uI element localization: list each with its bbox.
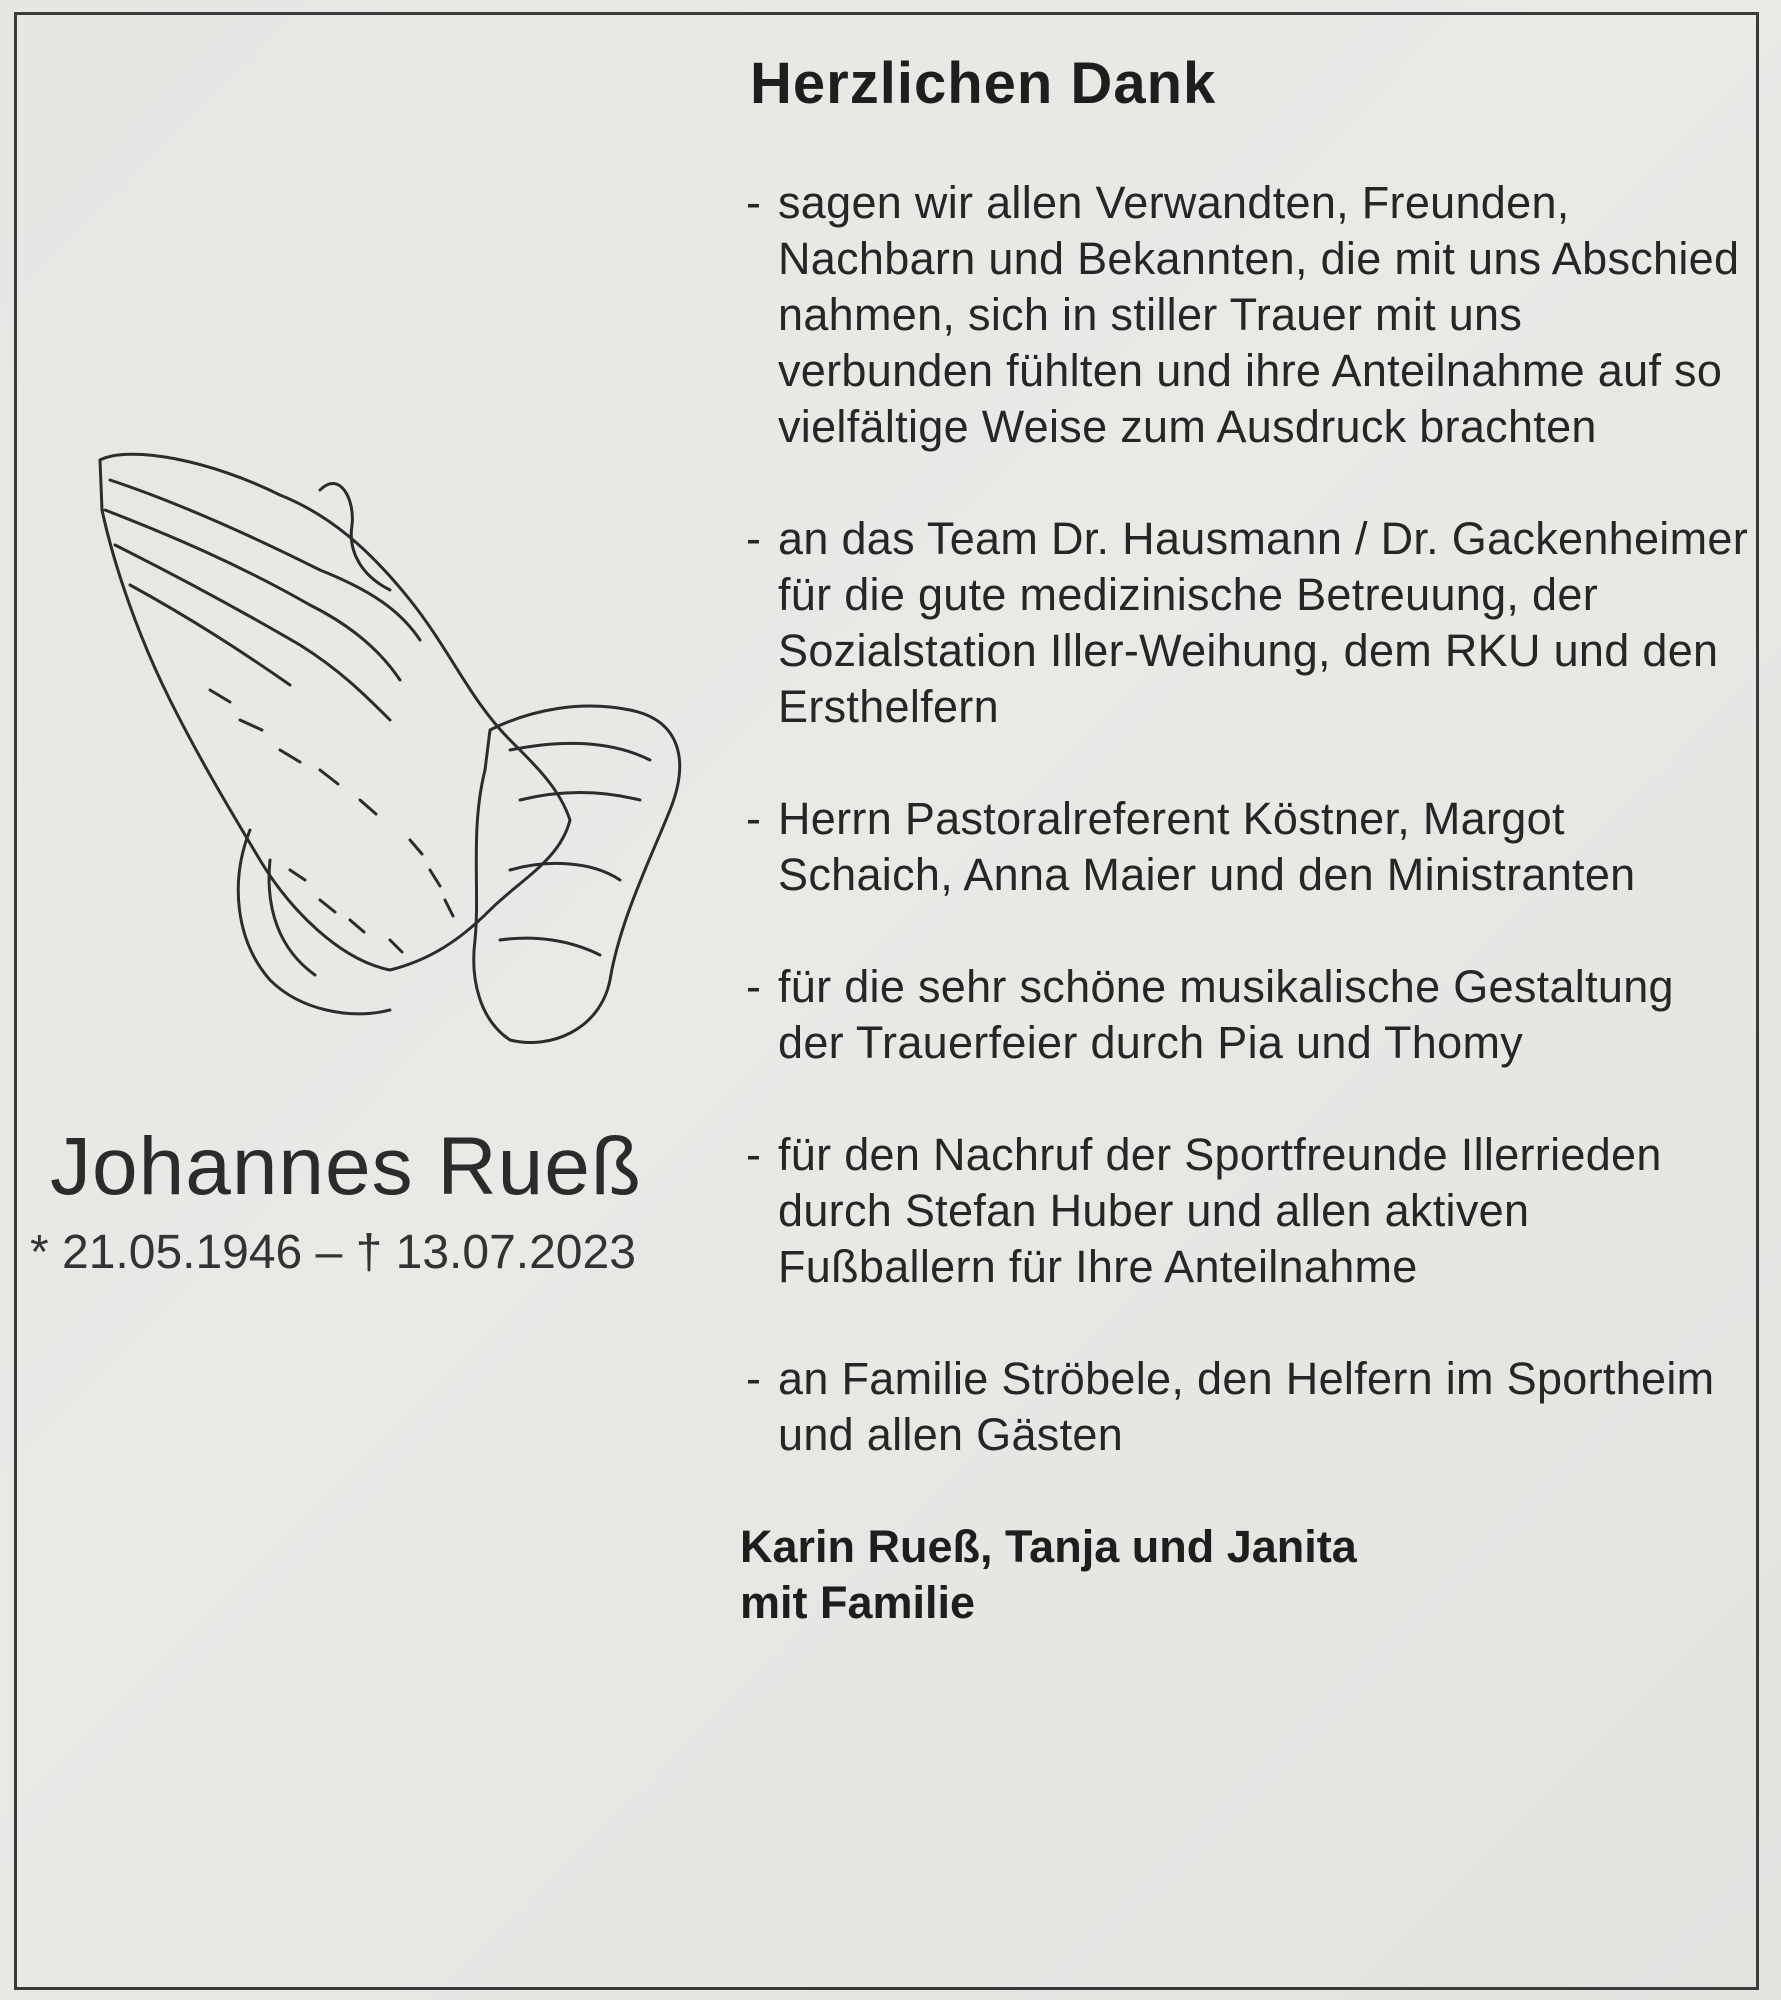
signature-line-2: mit Familie bbox=[740, 1577, 976, 1628]
thanks-item-text: für die sehr schöne musikalische Gestaltung der Trauerfeier durch Pia und Thomy bbox=[778, 961, 1674, 1068]
thanks-list bbox=[740, 175, 1750, 1463]
praying-hands-icon bbox=[90, 440, 710, 1070]
thanks-item: - sagen wir allen Verwandten, Freunden, Nachbarn und Bekannten, die mit uns Abschied nahmen, sich in stiller Trauer mit uns verbunden fühlten und ihre Anteilnahme auf so vielfältige Weise zum Ausdruck brachten bbox=[746, 177, 1740, 452]
life-dates: * 21.05.1946 – † 13.07.2023 bbox=[30, 1226, 636, 1279]
thanks-item: - Herrn Pastoralreferent Köstner, Margot Schaich, Anna Maier und den Ministranten bbox=[746, 793, 1636, 900]
thanks-item: - an das Team Dr. Hausmann / Dr. Gackenheimer für die gute medizinische Betreuung, der Sozialstation Iller-Weihung, dem RKU und den Ersthelfern bbox=[746, 513, 1749, 732]
thanks-item-text: Herrn Pastoralreferent Köstner, Margot Schaich, Anna Maier und den Ministranten bbox=[778, 793, 1636, 900]
page-title: Herzlichen Dank bbox=[750, 51, 1217, 116]
thanks-item: - an Familie Ströbele, den Helfern im Sportheim und allen Gästen bbox=[746, 1353, 1715, 1460]
signature-line-1: Karin Rueß, Tanja und Janita bbox=[740, 1521, 1357, 1572]
thanks-item-text: für den Nachruf der Sportfreunde Illerrieden durch Stefan Huber und allen aktiven Fußballern für Ihre Anteilnahme bbox=[778, 1129, 1662, 1292]
thanks-item-text: an Familie Ströbele, den Helfern im Sportheim und allen Gästen bbox=[778, 1353, 1715, 1460]
signature bbox=[740, 1519, 1750, 1631]
thanks-item-text: sagen wir allen Verwandten, Freunden, Nachbarn und Bekannten, die mit uns Abschied nahmen, sich in stiller Trauer mit uns verbunden fühlten und ihre Anteilnahme auf so vielfältige Weise zum Ausdruck brachten bbox=[778, 177, 1740, 452]
deceased-name: Johannes Rueß bbox=[50, 1121, 642, 1212]
thanks-item-text: an das Team Dr. Hausmann / Dr. Gackenheimer für die gute medizinische Betreuung, der Sozialstation Iller-Weihung, dem RKU und den Ersthelfern bbox=[778, 513, 1749, 732]
right-column bbox=[740, 50, 1750, 1631]
thanks-item: - für die sehr schöne musikalische Gestaltung der Trauerfeier durch Pia und Thomy bbox=[746, 961, 1674, 1068]
thanks-item: - für den Nachruf der Sportfreunde Illerrieden durch Stefan Huber und allen aktiven Fußballern für Ihre Anteilnahme bbox=[746, 1129, 1662, 1292]
